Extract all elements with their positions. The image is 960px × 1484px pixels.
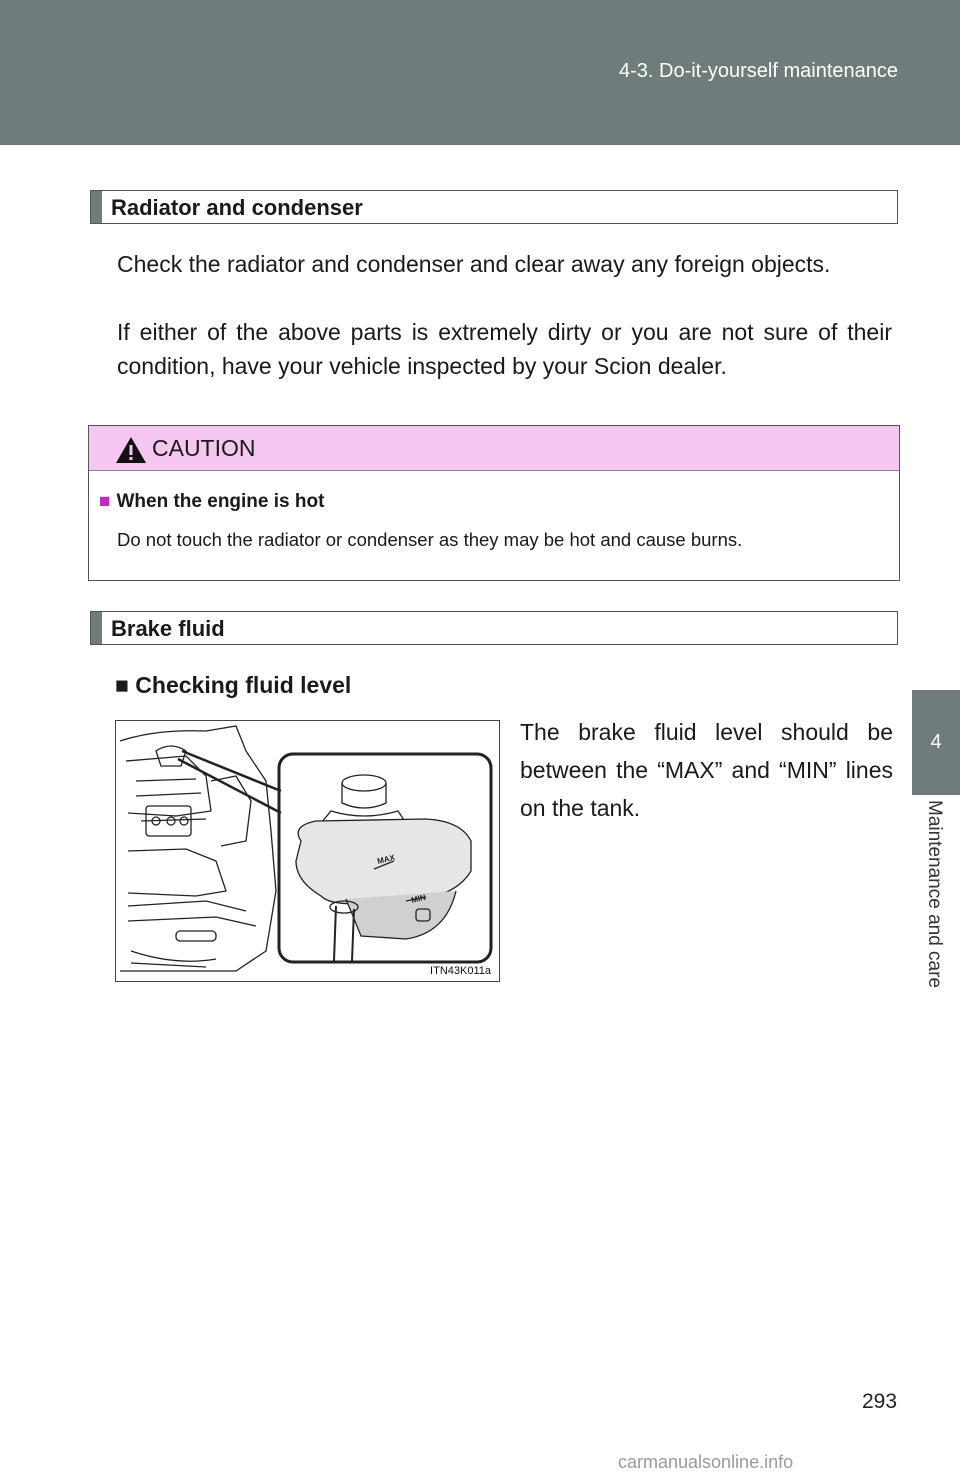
heading-marker <box>91 612 102 644</box>
caution-subheading-text: When the engine is hot <box>116 491 325 512</box>
figure-code: ITN43K011a <box>430 965 491 977</box>
min-label: MIN <box>410 892 427 905</box>
chapter-number: 4 <box>930 731 942 753</box>
heading-marker <box>91 191 102 223</box>
page-number: 293 <box>862 1390 898 1413</box>
brake-subheading <box>115 672 351 699</box>
radiator-heading <box>90 190 898 224</box>
radiator-paragraph-2: If either of the above parts is extremely dirty or you are not sure of their condition, have your vehicle inspected by your Scion dealer. <box>117 319 892 379</box>
engine-bay-illustration <box>116 721 499 981</box>
square-bullet-icon: ■ <box>99 491 111 512</box>
brake-fluid-text: The brake fluid level should be between the “MAX” and “MIN” lines on the tank. <box>520 719 893 821</box>
brake-subheading-text: Checking fluid level <box>135 672 352 698</box>
radiator-heading-text: Radiator and condenser <box>111 195 363 220</box>
radiator-paragraph-1: Check the radiator and condenser and clear away any foreign objects. <box>117 251 831 277</box>
chapter-label: Maintenance and care <box>924 800 945 989</box>
caution-box <box>88 425 900 581</box>
warning-triangle-icon <box>115 436 147 464</box>
caution-label: CAUTION <box>152 435 256 461</box>
square-bullet-icon: ■ <box>115 672 136 698</box>
caution-subheading <box>99 491 324 513</box>
chapter-tab <box>912 690 960 795</box>
caution-header <box>89 426 899 471</box>
section-title: 4-3. Do-it-yourself maintenance <box>618 60 898 82</box>
brake-heading-text: Brake fluid <box>111 616 225 641</box>
header-bar <box>0 0 960 145</box>
brake-fluid-figure <box>115 720 500 982</box>
caution-body: Do not touch the radiator or condenser as they may be hot and cause burns. <box>117 529 743 550</box>
max-label: MAX <box>376 852 396 866</box>
brake-heading <box>90 611 898 645</box>
watermark: carmanualsonline.info <box>618 1452 794 1472</box>
